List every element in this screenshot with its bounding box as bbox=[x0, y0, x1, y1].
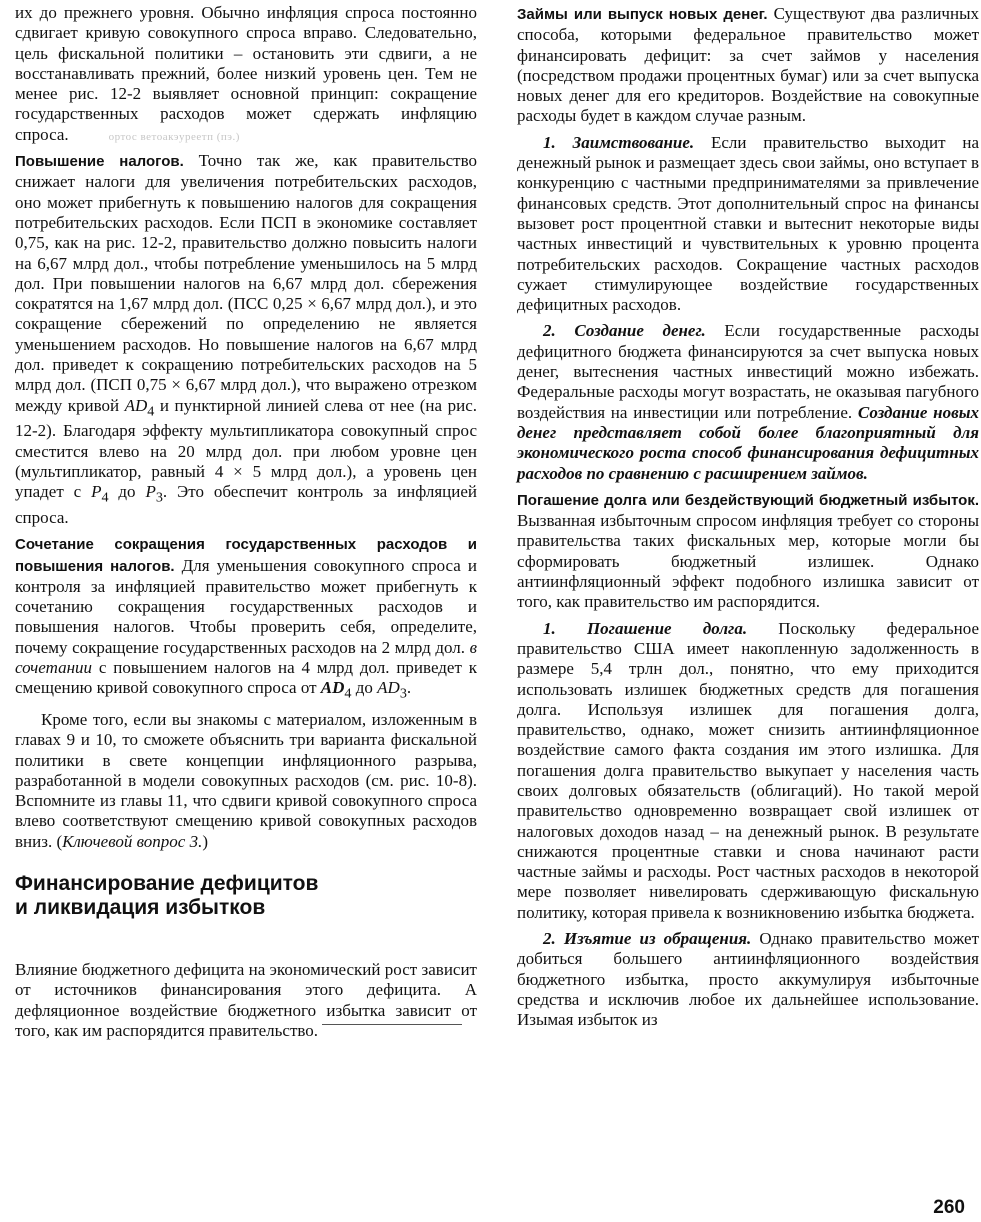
paragraph-text: Кроме того, если вы знакомы с материалом, изложенным в главах 9 и 10, то сможете объяснить три варианта фискальной политики в свете концепции инфляционного разрыва, разработанной в модели совокупных расходов (см. рис. 10-8). Вспомните из главы 11, что сдвиги кривой совокупного спроса влево соответствуют смещению кривой совокупных расходов вниз. ( bbox=[15, 709, 477, 851]
paragraph-text: Существуют два различных способа, которыми федеральное правительство может финансировать дефицит: за счет займов у населения (посредством продажи процентных бумаг) или за счет выпуска новых денег для его кредиторов. Воздействие на совокупные расходы будет в каждом случае разным. bbox=[517, 4, 979, 126]
section-title-line: и ликвидация избытков bbox=[15, 896, 266, 920]
faint-bleed-text: ортос ветоакэуреетп (пэ.) bbox=[108, 130, 240, 143]
run-in-heading: Сочетание сокращения государственных расходов и повышения налогов. bbox=[15, 536, 477, 575]
left-column bbox=[15, 3, 477, 1047]
paragraph bbox=[15, 710, 477, 852]
paragraph bbox=[517, 490, 979, 613]
numbered-heading: 2. Создание денег. bbox=[543, 321, 706, 341]
key-question-ref: Ключевой вопрос 3. bbox=[62, 831, 203, 851]
page-number: 260 bbox=[933, 1197, 965, 1218]
paragraph bbox=[517, 4, 979, 127]
symbol: AD bbox=[124, 395, 148, 415]
run-in-heading: Займы или выпуск новых денег. bbox=[517, 6, 768, 23]
paragraph-text: и пунктирной линией слева от нее (на рис. 12-2). Благодаря эффекту мультипликатора совокупный спрос сместится влево на 20 млрд дол. при любом уровне цен (мультипликатор, равный 4 × 5 млрд дол.), а уровень цен упадет с bbox=[15, 395, 477, 502]
symbol: P bbox=[91, 482, 102, 502]
section-divider bbox=[322, 1024, 462, 1025]
numbered-heading: 1. Погашение долга. bbox=[543, 618, 748, 638]
section-title-line: Финансирование дефицитов bbox=[15, 872, 319, 896]
paragraph-text: ) bbox=[202, 831, 209, 851]
paragraph-text: Если правительство выходит на денежный рынок и размещает здесь свои займы, оно вступает в конкуренцию с частными предпринимателями за привлечение финансовых средств. Этот дополнительный спрос на финансы вызовет рост процентной ставки и вытеснит некоторые виды частных инвестиций и чувствительных к уровню процента потребительских расходов. Сокращение частных расходов сужает стимулирующее воздействие государственных дефицитных расходов. bbox=[517, 132, 979, 315]
paragraph-text: их до прежнего уровня. Обычно инфляция спроса постоянно сдвигает кривую совокупного спроса вправо. Следовательно, цель фискальной политики – остановить эти сдвиги, а не восстанавливать прежний, более низкий уровень цен. Тем не менее рис. 12-2 выявляет основной принцип: сокращение государственных расходов может сдержать инфляцию спроса. bbox=[15, 3, 477, 144]
run-in-heading: Погашение долга или бездействующий бюджетный избыток. bbox=[517, 491, 979, 509]
paragraph bbox=[15, 534, 477, 704]
paragraph bbox=[15, 3, 477, 147]
paragraph-text: . Это обеспечит контроль за инфляцией спроса. bbox=[15, 482, 478, 527]
paragraph-text: с повышением налогов на 4 млрд дол. приведет к смещению кривой совокупного спроса от bbox=[15, 657, 477, 698]
numbered-heading: 2. Изъятие из обращения. bbox=[543, 929, 752, 949]
subscript: 4 bbox=[147, 403, 155, 420]
symbol: AD bbox=[377, 678, 400, 698]
subscript: 4 bbox=[344, 685, 352, 702]
paragraph-text: Для уменьшения совокупного спроса и контроля за инфляцией правительство может прибегнуть к сочетанию сокращения государственных расходов и повышения налогов. Чтобы проверить себя, определите, почему сокращение государственных расходов на 2 млрд дол. bbox=[15, 555, 477, 657]
paragraph-text: Поскольку федеральное правительство США имеет накопленную задолженность в размере 5,4 трлн дол., понятно, что ему приходится использовать излишек бюджетных средств для погашения долга. Используя излишек для погашения долга, правительство, однако, может снизить антиинфляционное воздействие самого факта создания им этого излишка. Для погашения долга правительство выкупает у населения часть своих долговых обязательств (облигаций). Но такой мерой правительство одновременно возвращает свой излишек от налоговых доходов назад – на денежный рынок. В результате снижаются процентные ставки и снова начинают расти частные займы и расходы. Рост частных расходов в некоторой мере позволяет нивелировать сдерживающую фискальную политику, которая привела к возникновению избытка бюджета. bbox=[517, 618, 979, 922]
paragraph-text: Вызванная избыточным спросом инфляция требует со стороны правительства таких фискальных мер, которые могли бы сформировать бюджетный излишек. Однако антиинфляционный эффект подобного излишка зависит от того, как правительство им распорядится. bbox=[517, 511, 979, 612]
paragraph bbox=[15, 960, 477, 1041]
subscript: 3 bbox=[399, 685, 407, 702]
paragraph bbox=[517, 619, 979, 923]
paragraph bbox=[517, 929, 979, 1030]
emphasis: в сочетании bbox=[15, 637, 477, 677]
paragraph bbox=[517, 321, 979, 483]
symbol: P bbox=[145, 482, 156, 502]
paragraph bbox=[517, 133, 979, 316]
paragraph-text: до bbox=[351, 678, 378, 698]
section-title bbox=[15, 872, 477, 920]
subscript: 4 bbox=[101, 489, 109, 506]
paragraph-text: до bbox=[108, 482, 146, 502]
right-column bbox=[517, 4, 979, 1037]
paragraph bbox=[15, 151, 477, 528]
run-in-heading: Повышение налогов. bbox=[15, 153, 184, 171]
paragraph-text: Точно так же, как правительство снижает налоги для увеличения потребительских расходов, оно может прибегнуть к повышению налогов для сокращения потребительских расходов. Если ПСП в экономике составляет 0,75, как на рис. 12-2, правительство должно повысить налоги на 6,67 млрд дол., чтобы потребление уменьшилось на 5 млрд дол. При повышении налогов на 6,67 млрд дол. сбережения сократятся на 1,67 млрд дол. (ПСС 0,25 × 6,67 млрд дол.), и это сокращение сбережений по определению не является уменьшением расходов. Но повышение налогов на 6,67 млрд дол. приведет к сокращению потребительских расходов на 5 млрд дол. (ПСП 0,75 × 6,67 млрд дол.), что выражено отрезком между кривой bbox=[15, 151, 477, 415]
paragraph-text: Если государственные расходы дефицитного бюджета финансируются за счет выпуска новых денег, вытеснения частных инвестиций можно избежать. Федеральные расходы могут возрастать, не оказывая пагубного воздействия на инвестиции или потребление. bbox=[517, 321, 979, 422]
symbol: AD bbox=[320, 678, 345, 698]
emphasis: Создание новых денег представляет собой более благоприятный для экономического роста способ финансирования дефицитных расходов по сравнению с расширением займов. bbox=[517, 402, 980, 483]
paragraph-text: Однако правительство может добиться большего антиинфляционного воздействия бюджетного избытка, просто аккумулируя избыточные средства и исключив любое их дальнейшее использование. Изымая избыток из bbox=[517, 929, 979, 1030]
paragraph-text: Влияние бюджетного дефицита на экономический рост зависит от источников финансирования этого дефицита. А дефляционное воздействие бюджетного избытка зависит от того, как им распорядится правительство. bbox=[15, 960, 477, 1040]
subscript: 3 bbox=[155, 489, 163, 506]
numbered-heading: 1. Заимствование. bbox=[543, 132, 695, 152]
paragraph-text: . bbox=[406, 678, 412, 698]
